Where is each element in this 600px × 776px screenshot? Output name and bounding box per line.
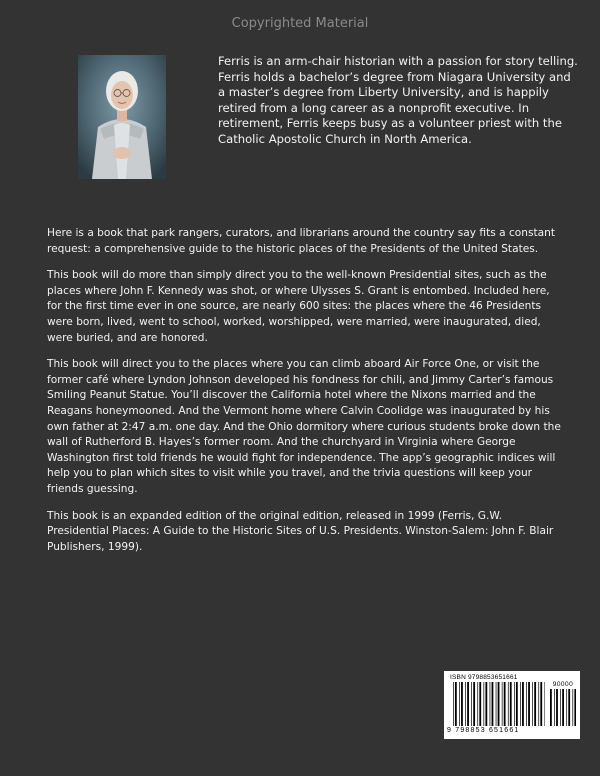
barcode-bar [514,682,515,726]
barcode-bar [566,689,567,726]
barcode-bar [459,682,460,726]
barcode-bar [516,682,518,726]
barcode-bar [502,682,503,726]
barcode-bar [484,682,485,726]
barcode-bar [568,689,570,726]
author-bio: Ferris is an arm-chair historian with a passion for story telling. Ferris holds a bachelor’s degree from Niagara University and a master’s degree from Liberty University, and is happily retired from a long career as a nonprofit executive. In retirement, Ferris keeps busy as a volunteer priest with the Catholic Apostolic Church in North America. [218,54,578,146]
barcode-bar [510,682,512,726]
barcode-bar [572,689,573,726]
barcode-bar [496,682,497,726]
barcode-bars [453,682,545,726]
barcode-bar [492,682,494,726]
barcode-bar [498,682,500,726]
description-paragraph: This book will direct you to the places where you can climb aboard Air Force One, or visit the former café where Lyndon Johnson developed his fondness for chili, and Jimmy Carter’s famous Smiling Peanut Statue. You’ll discover the California hotel where the Nixons married and the Reagans honeymooned. And the Vermont home where Calvin Coolidge was inaugurated by his own father at 2:47 a.m. one day. And the Ohio dormitory where curious students broke down the wall of Rutherford B. Hayes’s former room. And the churchyard in Virginia where George Washington first told friends he would fight for independence. The app’s geographic indices will help you to plan which sites to visit while you travel, and the trivia questions will keep your friends guessing. [47,358,561,495]
barcode-bar [461,682,463,726]
barcode-bar [522,682,524,726]
barcode-bar [471,682,472,726]
isbn-barcode-block [444,671,580,739]
barcode-bar [490,682,491,726]
barcode-bar [532,682,533,726]
barcode-bar [485,682,487,726]
barcode-bar [473,682,475,726]
author-photo [78,55,166,179]
barcode-bar [574,689,576,726]
barcode-bar [534,682,536,726]
barcode-addon-digits: 90000 [552,681,574,688]
barcode-bar [508,682,509,726]
barcode-bar [560,689,561,726]
description-paragraph: Here is a book that park rangers, curators, and librarians around the country say fits a constant request: a comprehensive guide to the historic places of the Presidents of the United States. [47,227,556,255]
barcode-bar [562,689,564,726]
barcode-bar [554,689,555,726]
barcode-bar [526,682,527,726]
copyright-watermark: Copyrighted Material [231,16,369,31]
isbn-label: ISBN 9798853651661 [450,674,518,681]
description-paragraph: This book is an expanded edition of the original edition, released in 1999 (Ferris, G.W. Presidential Places: A Guide to the Historic Sites of U.S. Presidents. Winston-Salem: John F. Blair Publishers, 1999). [47,509,554,553]
barcode-bar [556,689,558,726]
book-description [47,226,567,566]
ean-digits: 9 798853 651661 [447,727,520,734]
barcode-bar [545,682,546,726]
barcode-bar [455,682,457,726]
barcode-bar [479,682,481,726]
barcode-bar [467,682,469,726]
barcode-bar [477,682,478,726]
barcode-bar [538,682,539,726]
barcode-bar [465,682,466,726]
barcode-addon-bars [550,689,576,726]
barcode-bar [453,682,454,726]
barcode-bar [528,682,530,726]
barcode-bar [550,689,552,726]
barcode-bar [504,682,506,726]
barcode-bar [540,682,542,726]
description-paragraph: This book will do more than simply direct you to the well-known Presidential sites, such as the places where John F. Kennedy was shot, or where Ulysses S. Grant is entombed. Included here, for the first time ever in one source, are nearly 600 sites: the places where the 46 Presidents were born, lived, went to school, worked, worshipped, were married, were inaugurated, died, were buried, and are honored. [47,269,550,344]
barcode-bar [520,682,521,726]
